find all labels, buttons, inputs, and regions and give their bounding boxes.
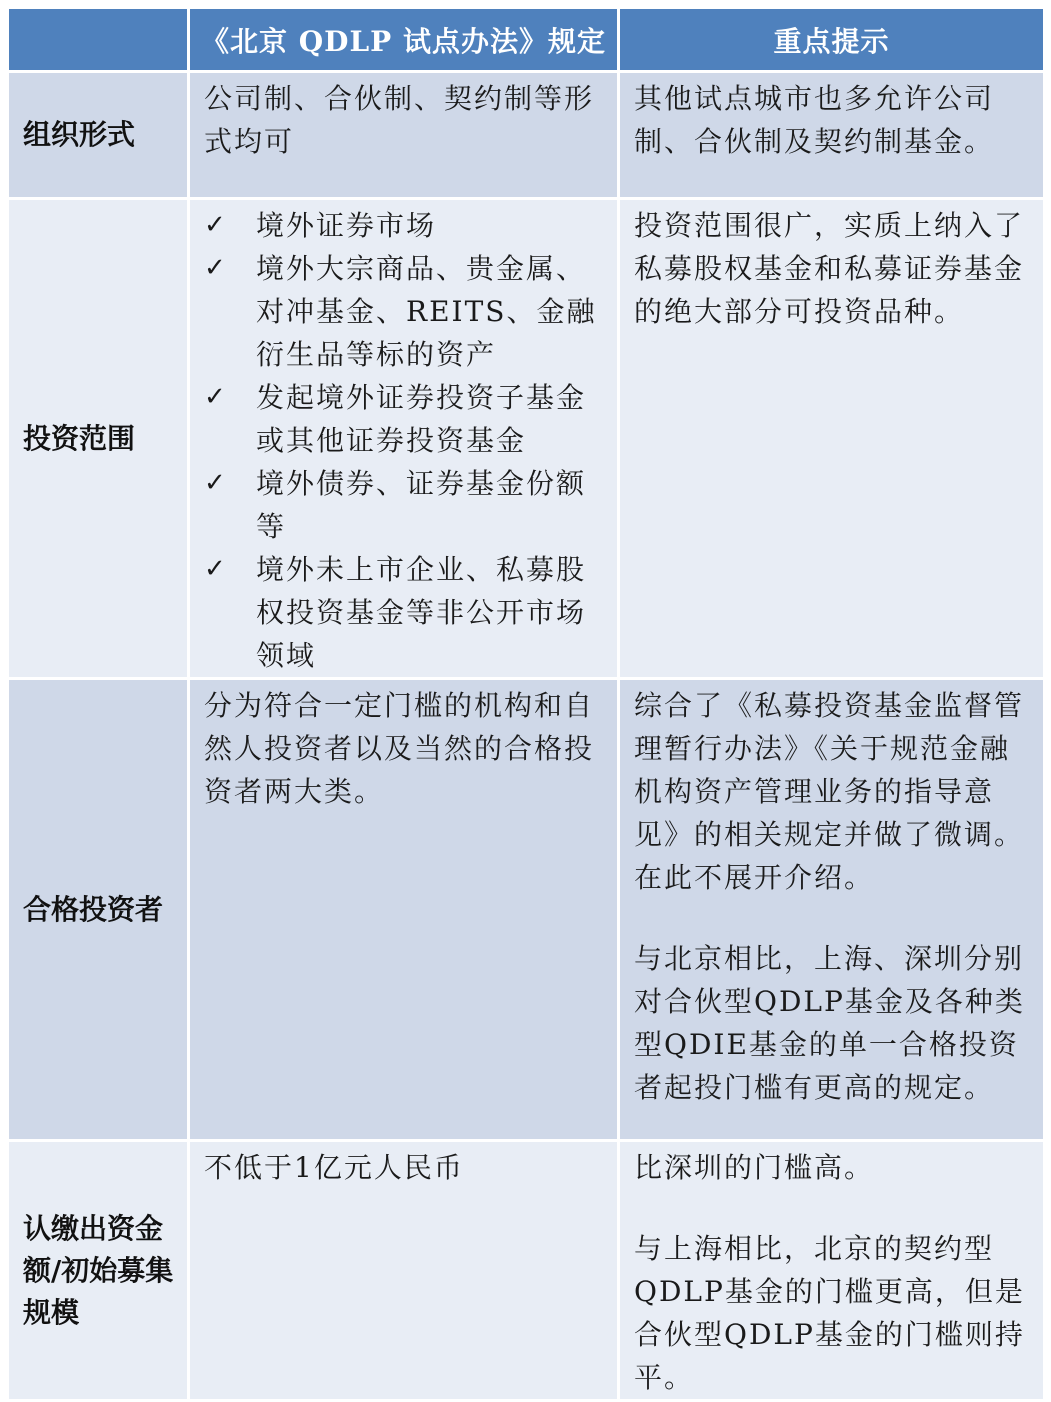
list-item-text: 境外证券市场 [256, 209, 437, 242]
list-item [204, 548, 603, 677]
check-icon: ✓ [204, 468, 228, 498]
table-row [8, 72, 1045, 199]
rule-text: 公司制、合伙制、契约制等形式均可 [204, 82, 595, 158]
check-icon: ✓ [204, 382, 228, 412]
investment-scope-list [204, 204, 603, 677]
header-rule-col: 《北京 QDLP 试点办法》规定 [189, 8, 619, 72]
rule-cell [189, 199, 619, 679]
rule-text: 不低于1亿元人民币 [204, 1151, 464, 1184]
header-row [8, 8, 1045, 72]
tips-text: 与上海相比，北京的契约型QDLP基金的门槛更高，但是合伙型QDLP基金的门槛则持平。 [634, 1232, 1025, 1394]
row-label: 投资范围 [8, 199, 189, 679]
header-label-col [8, 8, 189, 72]
tips-text: 与北京相比，上海、深圳分别对合伙型QDLP基金及各种类型QDIE基金的单一合格投资者起投门槛有更高的规定。 [634, 942, 1025, 1104]
list-item [204, 204, 603, 247]
tips-text: 其他试点城市也多允许公司制、合伙制及契约制基金。 [634, 82, 995, 158]
list-item [204, 247, 603, 376]
rule-cell [189, 679, 619, 1141]
list-item-text: 境外债券、证券基金份额等 [256, 467, 587, 543]
row-label: 组织形式 [8, 72, 189, 199]
row-label: 合格投资者 [8, 679, 189, 1141]
rule-cell [189, 72, 619, 199]
rule-text: 分为符合一定门槛的机构和自然人投资者以及当然的合格投资者两大类。 [204, 689, 595, 808]
tips-cell [619, 199, 1045, 679]
list-item [204, 462, 603, 548]
table-row [8, 1141, 1045, 1401]
comparison-table [6, 6, 1046, 1402]
list-item-text: 境外未上市企业、私募股权投资基金等非公开市场领域 [256, 553, 587, 672]
tips-text: 投资范围很广，实质上纳入了私募股权基金和私募证券基金的绝大部分可投资品种。 [634, 209, 1025, 328]
rule-cell [189, 1141, 619, 1401]
tips-cell [619, 1141, 1045, 1401]
check-icon: ✓ [204, 554, 228, 584]
list-item-text: 境外大宗商品、贵金属、对冲基金、REITS、金融衍生品等标的资产 [256, 252, 597, 371]
tips-text: 比深圳的门槛高。 [634, 1151, 875, 1184]
check-icon: ✓ [204, 210, 228, 240]
table-row [8, 679, 1045, 1141]
tips-text: 综合了《私募投资基金监督管理暂行办法》《关于规范金融机构资产管理业务的指导意见》的相关规定并做了微调。在此不展开介绍。 [634, 689, 1025, 894]
table-row [8, 199, 1045, 679]
list-item-text: 发起境外证券投资子基金或其他证券投资基金 [256, 381, 587, 457]
header-tips-col: 重点提示 [619, 8, 1045, 72]
tips-cell [619, 679, 1045, 1141]
list-item [204, 376, 603, 462]
row-label: 认缴出资金额/初始募集规模 [8, 1141, 189, 1401]
check-icon: ✓ [204, 253, 228, 283]
tips-cell [619, 72, 1045, 199]
